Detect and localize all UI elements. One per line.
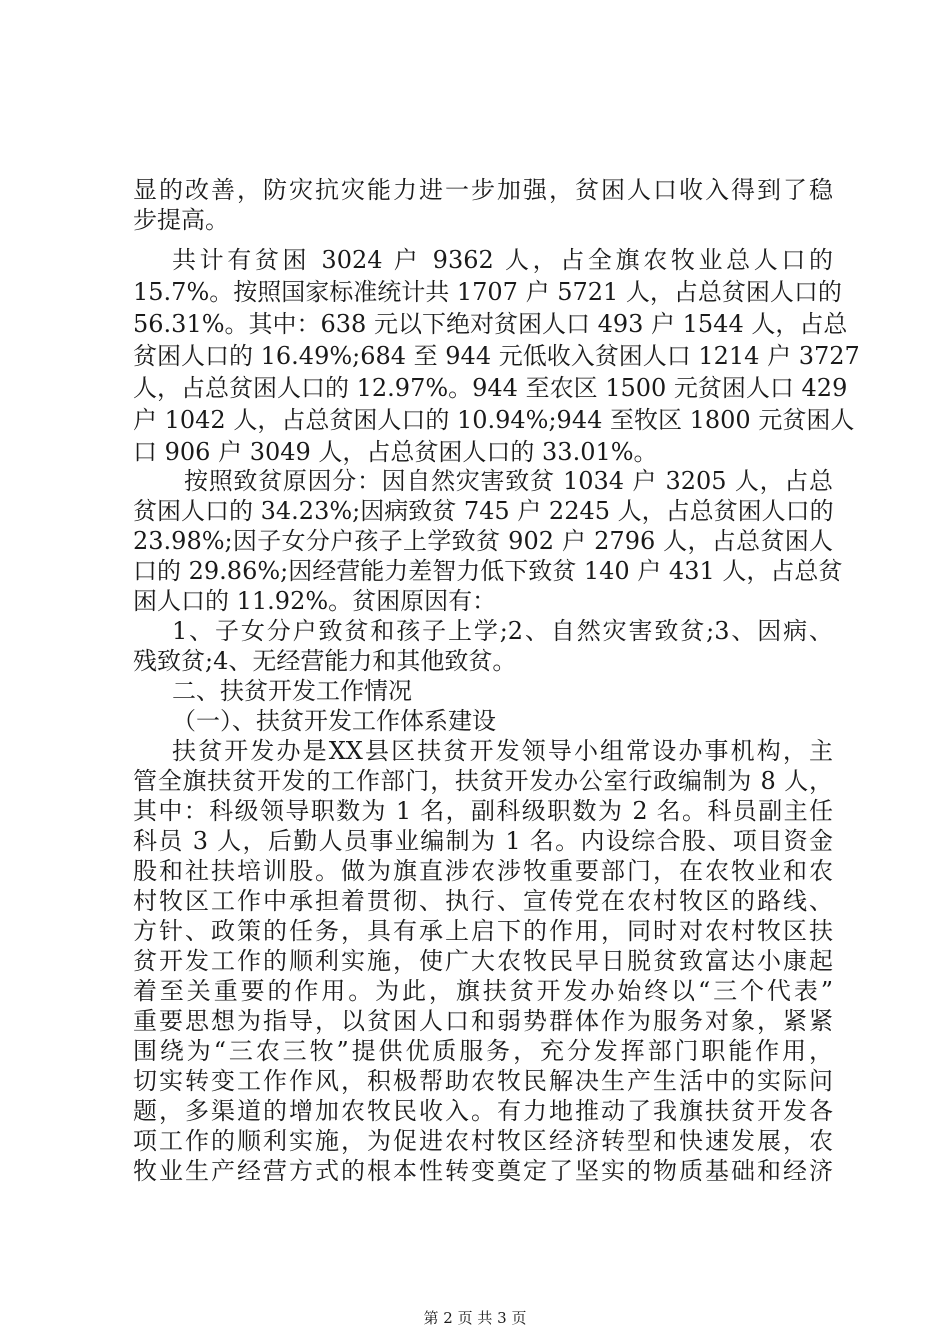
text-line: 扶贫开发办是XX县区扶贫开发领导小组常设办事机构，主 bbox=[172, 737, 833, 765]
text-line: 题，多渠道的增加农牧民收入。有力地推动了我旗扶贫开发各 bbox=[133, 1097, 833, 1125]
text-line: 方针、政策的任务，具有承上启下的作用，同时对农村牧区扶 bbox=[133, 917, 833, 945]
text-line: 23.98%;因子女分户孩子上学致贫 902 户 2796 人，占总贫困人 bbox=[133, 527, 833, 555]
text-line: 管全旗扶贫开发的工作部门，扶贫开发办公室行政编制为 8 人， bbox=[133, 767, 833, 795]
text-line: 困人口的 11.92%。贫困原因有： bbox=[133, 587, 497, 615]
text-line: 围绕为“三农三牧”提供优质服务，充分发挥部门职能作用， bbox=[133, 1037, 833, 1065]
text-line: 户 1042 人，占总贫困人口的 10.94%;944 至牧区 1800 元贫困人 bbox=[133, 406, 855, 434]
page-footer: 第 2 页 共 3 页 bbox=[423, 1309, 527, 1327]
section-heading: 二、扶贫开发工作情况 bbox=[172, 677, 412, 705]
text-line: 残致贫;4、无经营能力和其他致贫。 bbox=[133, 647, 517, 675]
text-line: 股和社扶培训股。做为旗直涉农涉牧重要部门，在农牧业和农 bbox=[133, 857, 833, 885]
text-line: 口的 29.86%;因经营能力差智力低下致贫 140 户 431 人，占总贫 bbox=[133, 557, 843, 585]
text-line: 步提高。 bbox=[133, 206, 229, 234]
text-line: 科员 3 人，后勤人员事业编制为 1 名。内设综合股、项目资金 bbox=[133, 827, 833, 855]
text-line: 项工作的顺利实施，为促进农村牧区经济转型和快速发展，农 bbox=[133, 1127, 833, 1155]
text-line: 15.7%。按照国家标准统计共 1707 户 5721 人，占总贫困人口的 bbox=[133, 278, 842, 306]
text-line: 按照致贫原因分：因自然灾害致贫 1034 户 3205 人，占总 bbox=[184, 467, 833, 495]
text-line: 贫困人口的 16.49%;684 至 944 元低收入贫困人口 1214 户 3727 bbox=[133, 342, 860, 370]
text-line: 村牧区工作中承担着贯彻、执行、宣传党在农村牧区的路线、 bbox=[133, 887, 833, 915]
text-line: 着至关重要的作用。为此，旗扶贫开发办始终以“三个代表” bbox=[133, 977, 833, 1005]
subsection-heading: （一）、扶贫开发工作体系建设 bbox=[172, 707, 496, 735]
text-line: 贫开发工作的顺利实施，使广大农牧民早日脱贫致富达小康起 bbox=[133, 947, 833, 975]
text-line: 1、子女分户致贫和孩子上学;2、自然灾害致贫;3、因病、 bbox=[172, 617, 833, 645]
text-line: 切实转变工作作风，积极帮助农牧民解决生产生活中的实际问 bbox=[133, 1067, 833, 1095]
text-line: 共计有贫困 3024 户 9362 人，占全旗农牧业总人口的 bbox=[172, 246, 833, 274]
text-line: 56.31%。其中：638 元以下绝对贫困人口 493 户 1544 人，占总 bbox=[133, 310, 848, 338]
text-line: 贫困人口的 34.23%;因病致贫 745 户 2245 人，占总贫困人口的 bbox=[133, 497, 834, 525]
text-line: 口 906 户 3049 人，占总贫困人口的 33.01%。 bbox=[133, 438, 658, 466]
text-line: 显的改善，防灾抗灾能力进一步加强，贫困人口收入得到了稳 bbox=[133, 176, 833, 204]
text-line: 人，占总贫困人口的 12.97%。944 至农区 1500 元贫困人口 429 bbox=[133, 374, 848, 402]
text-line: 重要思想为指导，以贫困人口和弱势群体作为服务对象，紧紧 bbox=[133, 1007, 833, 1035]
text-line: 牧业生产经营方式的根本性转变奠定了坚实的物质基础和经济 bbox=[133, 1157, 833, 1185]
text-line: 其中：科级领导职数为 1 名，副科级职数为 2 名。科员副主任 bbox=[133, 797, 833, 825]
